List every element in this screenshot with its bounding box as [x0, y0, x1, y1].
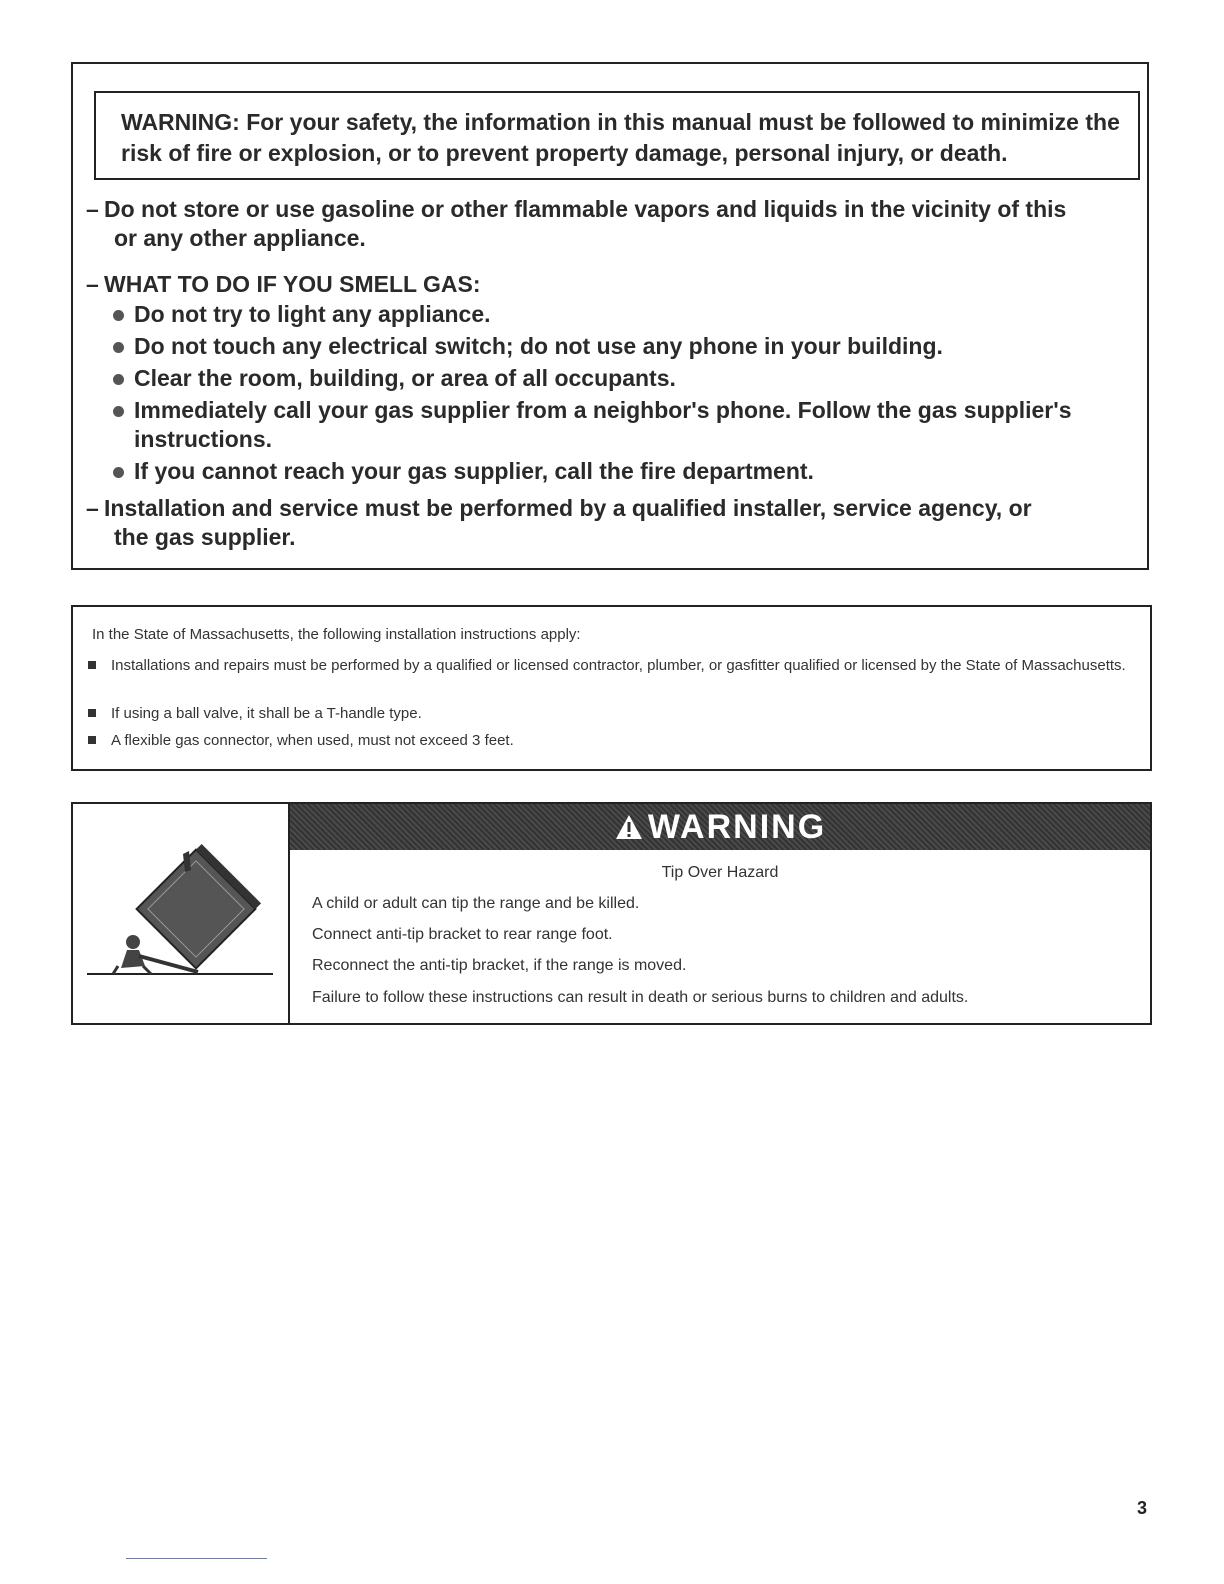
footer-line — [126, 1558, 267, 1559]
gas-steps-list — [106, 300, 1136, 489]
warning-triangle-icon — [614, 813, 644, 841]
page-number: 3 — [1137, 1498, 1148, 1518]
safety-warning-box — [71, 62, 1149, 570]
list-item: Do not try to light any appliance. — [106, 300, 1136, 329]
list-item: If you cannot reach your gas supplier, call the fire department. — [106, 457, 1136, 486]
list-item: Clear the room, building, or area of all occupants. — [106, 364, 1136, 393]
tip-over-line: Connect anti-tip bracket to rear range foot. — [312, 926, 613, 943]
qualified-installer-line2: the gas supplier. — [114, 524, 296, 550]
tip-over-title: Tip Over Hazard — [661, 864, 779, 881]
bullet-square-icon — [88, 709, 96, 717]
no-flammables-item: – Do not store or use gasoline or other flammable vapors and liquids in the vicinity of this or any other appliance. — [86, 196, 1067, 251]
warning-banner — [290, 804, 1150, 850]
tip-over-line: Failure to follow these instructions can result in death or serious burns to children and adults. — [312, 989, 969, 1006]
tip-over-line: A child or adult can tip the range and be killed. — [312, 895, 640, 912]
list-item: Immediately call your gas supplier from a neighbor's phone. Follow the gas supplier's instructions. — [106, 396, 1124, 454]
no-flammables-line1: Do not store or use gasoline or other flammable vapors and liquids in the vicinity of this — [104, 196, 1067, 222]
massachusetts-intro: In the State of Massachusetts, the following installation instructions apply: — [92, 626, 581, 643]
tip-over-line: Reconnect the anti-tip bracket, if the range is moved. — [312, 957, 687, 974]
warning-banner-label: WARNING — [647, 807, 827, 846]
bullet-square-icon — [88, 736, 96, 744]
tipping-range-icon — [73, 804, 288, 1023]
no-flammables-line2: or any other appliance. — [114, 225, 366, 251]
warning-headline: WARNING: For your safety, the information in this manual must be followed to minimize the risk of fire or explosion, or to prevent property damage, personal injury, or death. — [94, 91, 1140, 180]
list-item: A flexible gas connector, when used, must not exceed 3 feet. — [88, 730, 1151, 751]
qualified-installer-item: – Installation and service must be performed by a qualified installer, service agency, or the gas supplier. — [86, 495, 1032, 550]
tip-over-illustration — [73, 804, 290, 1023]
tip-over-warning-box — [71, 802, 1152, 1025]
massachusetts-box — [71, 605, 1152, 771]
list-item: If using a ball valve, it shall be a T-handle type. — [88, 703, 1151, 724]
smell-gas-heading: – WHAT TO DO IF YOU SMELL GAS: — [86, 271, 481, 297]
list-item: Installations and repairs must be performed by a qualified or licensed contractor, plumber, or gasfitter qualified or licensed by the State of Massachusetts. — [88, 655, 1151, 676]
list-item: Do not touch any electrical switch; do not use any phone in your building. — [106, 332, 1136, 361]
qualified-installer-line1: Installation and service must be performed by a qualified installer, service agency, or — [104, 495, 1032, 521]
bullet-square-icon — [88, 661, 96, 669]
